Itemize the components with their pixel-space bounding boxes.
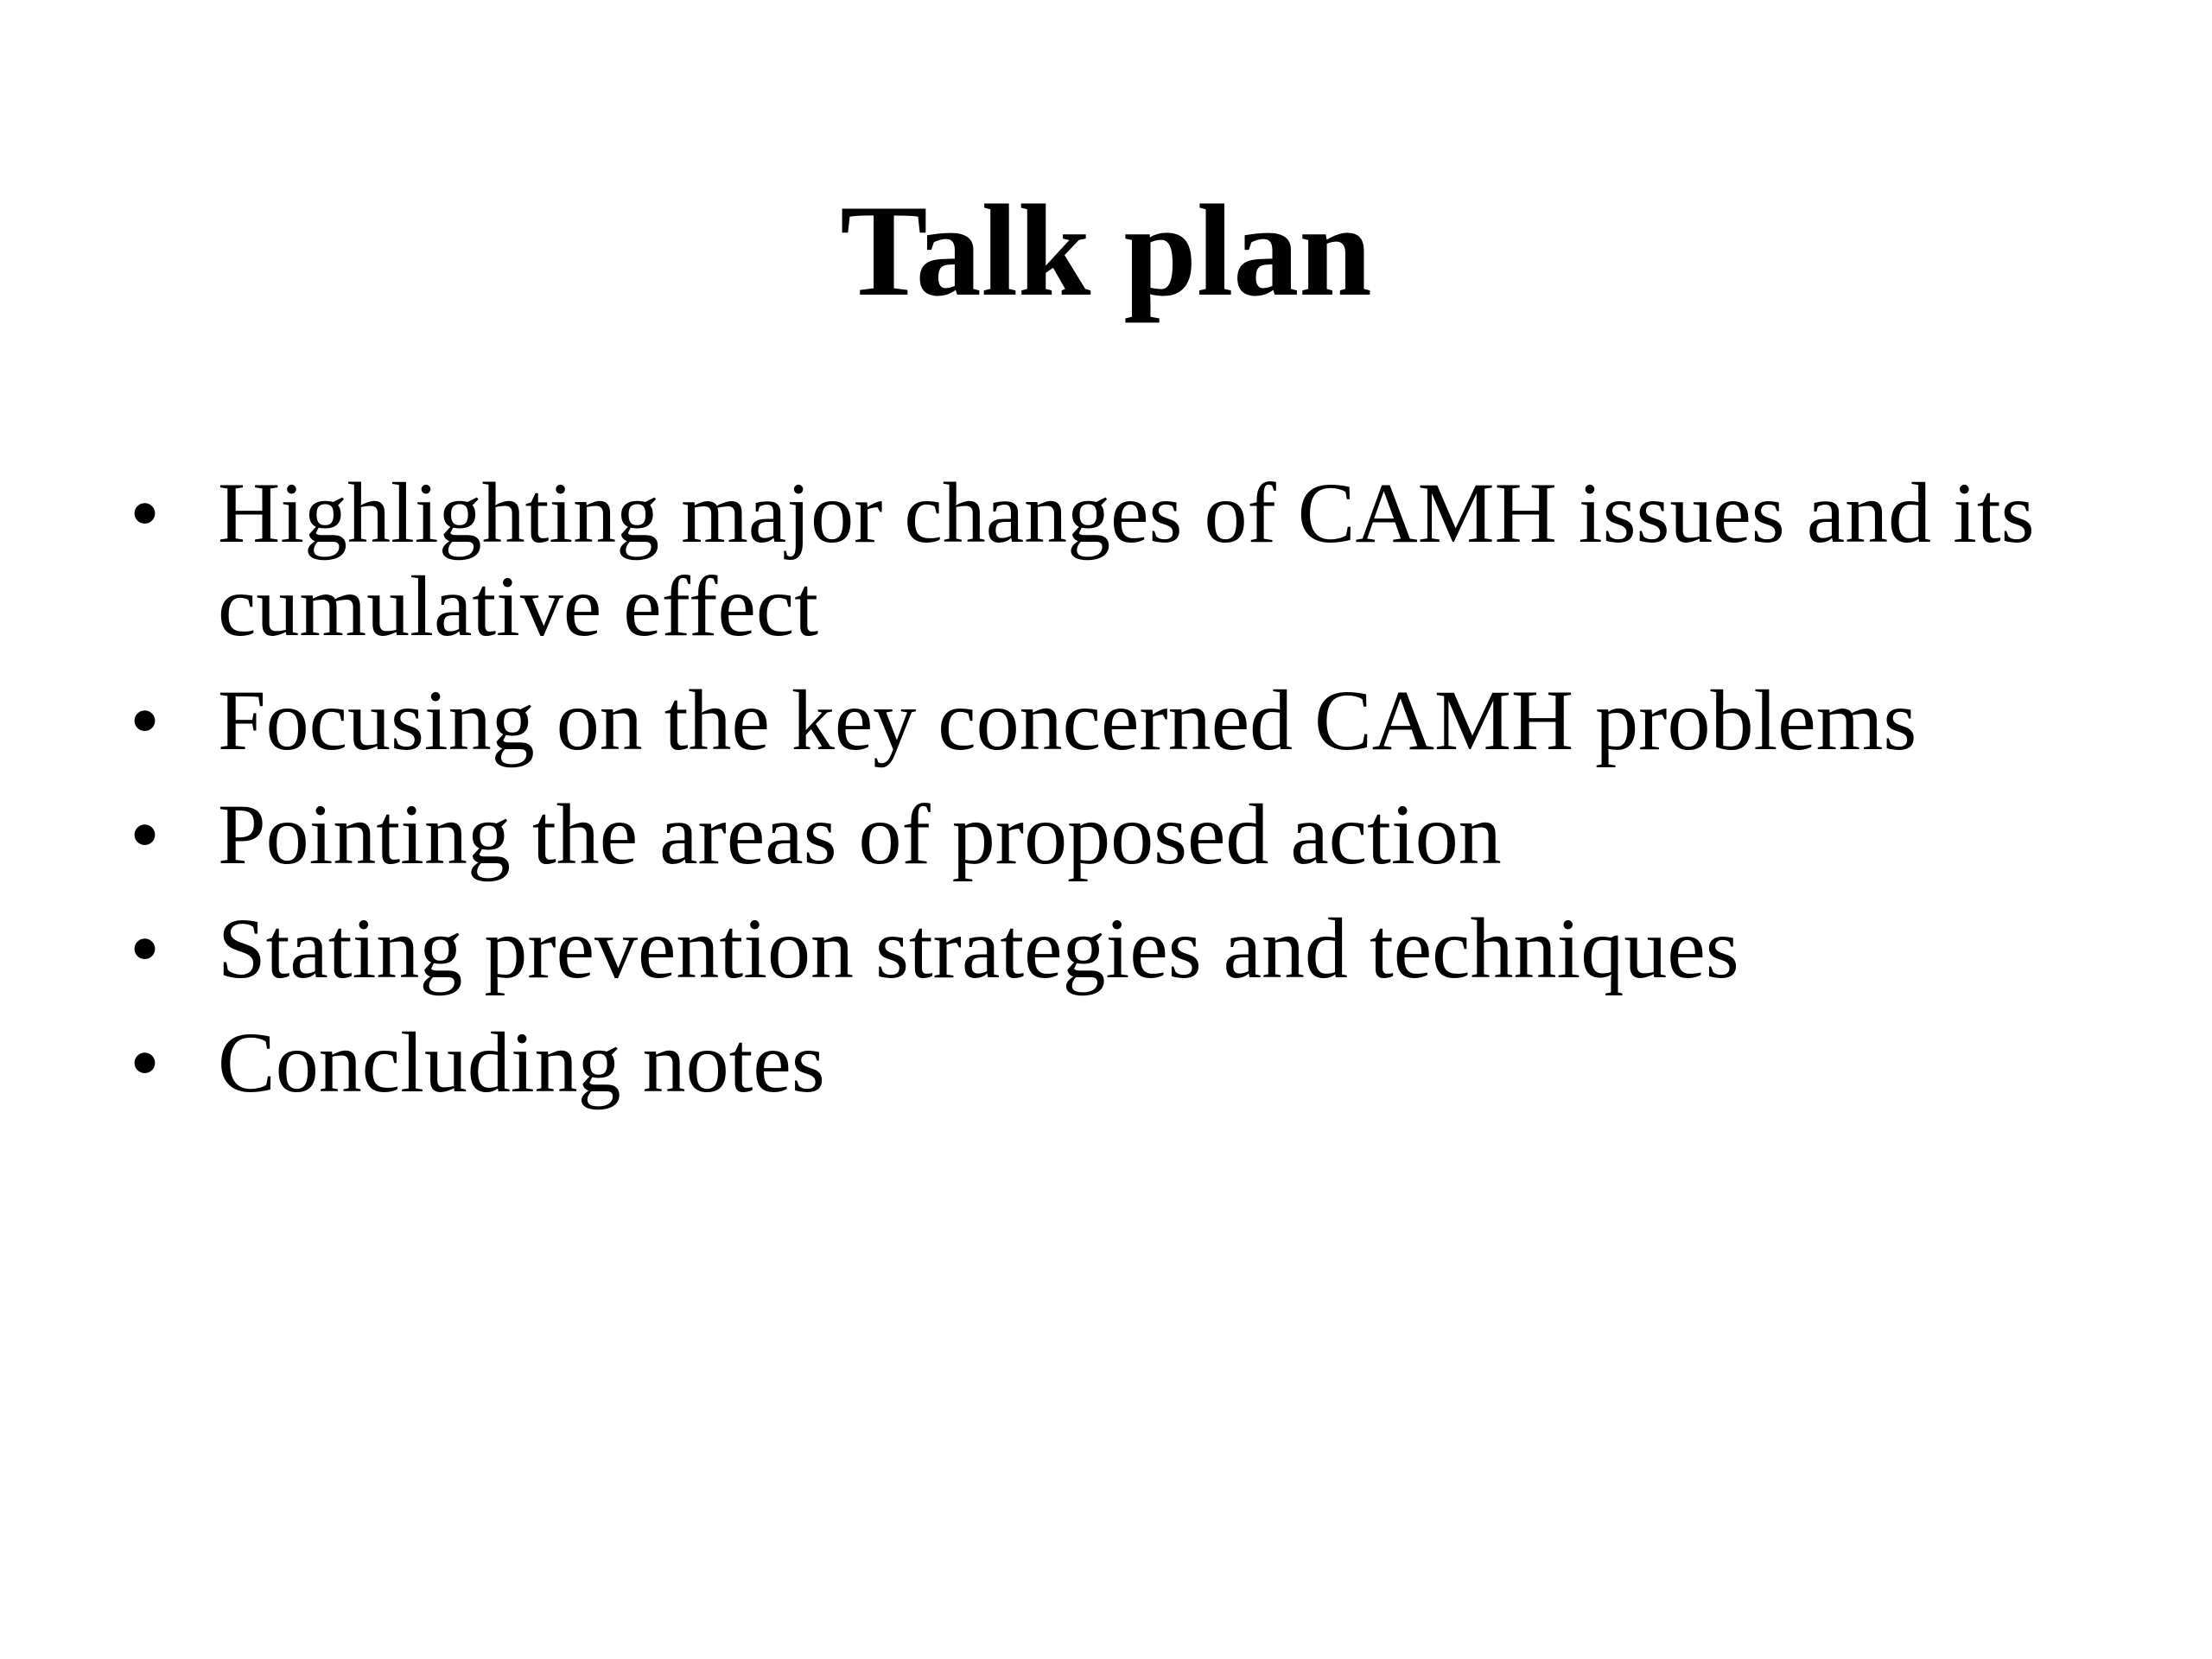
list-item bbox=[130, 788, 2082, 881]
bullet-text: Highlighting major changes of CAMH issues and its cumulative effect bbox=[218, 465, 2035, 654]
bullet-text: Stating prevention strategies and techniques bbox=[218, 900, 1739, 996]
bullet-icon: • bbox=[130, 672, 161, 768]
list-item bbox=[130, 1016, 2082, 1109]
list-item bbox=[130, 467, 2082, 653]
bullet-icon: • bbox=[130, 786, 161, 882]
bullet-icon: • bbox=[130, 900, 161, 996]
bullet-list bbox=[130, 467, 2082, 1130]
bullet-icon: • bbox=[130, 1014, 161, 1110]
slide-title: Talk plan bbox=[840, 178, 1372, 323]
list-item bbox=[130, 674, 2082, 767]
list-item bbox=[130, 902, 2082, 995]
bullet-icon: • bbox=[130, 465, 161, 561]
bullet-text: Concluding notes bbox=[218, 1014, 825, 1110]
bullet-text: Focusing on the key concerned CAMH problems bbox=[218, 672, 1917, 768]
bullet-text: Pointing the areas of proposed action bbox=[218, 786, 1502, 882]
